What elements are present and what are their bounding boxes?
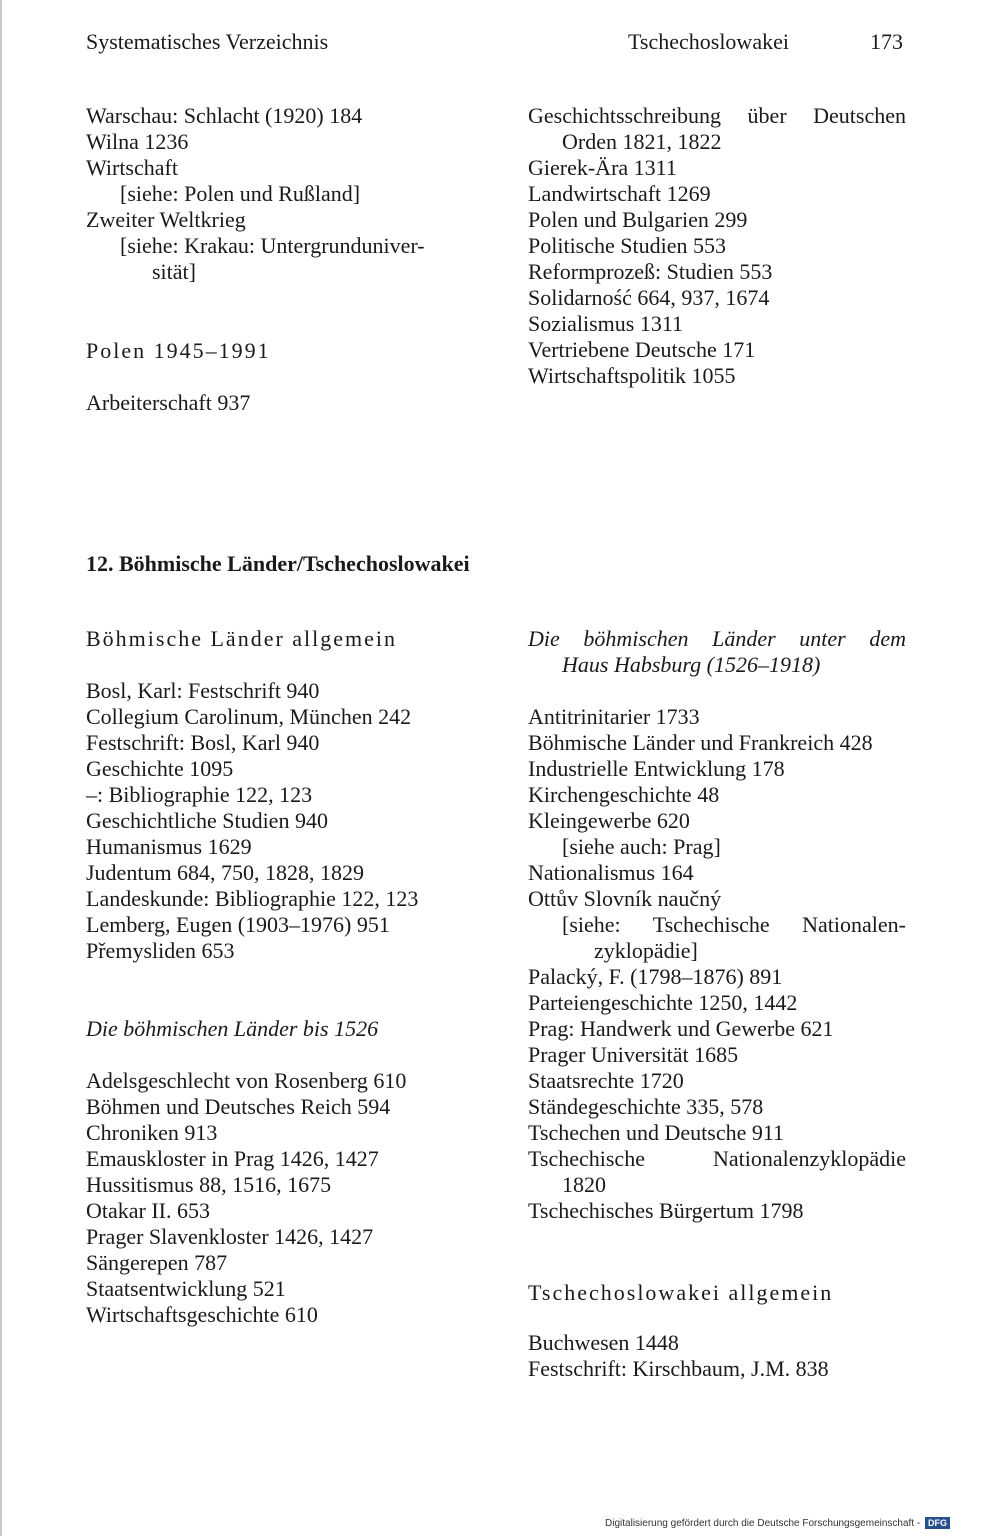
index-entry: Vertriebene Deutsche 171 [528,337,756,362]
index-entry: Collegium Carolinum, München 242 [86,704,412,729]
index-entry: Landwirtschaft 1269 [528,181,711,206]
subheading-habsburg [528,626,906,678]
index-entry: Warschau: Schlacht (1920) 184 [86,103,363,128]
index-entry: 1820 [562,1172,606,1197]
index-entry: Zweiter Weltkrieg [86,207,246,232]
index-entry: Industrielle Entwicklung 178 [528,756,785,781]
boehmische-laender-entries [86,678,418,964]
index-entry-crossref: sität] [152,259,196,284]
index-entry: Tschechen und Deutsche 911 [528,1120,785,1145]
index-entry: Böhmische Länder und Frankreich 428 [528,730,873,755]
running-head-left: Systematisches Verzeichnis [86,29,329,54]
index-entry: Staatsrechte 1720 [528,1068,684,1093]
page-edge [0,0,2,1536]
index-entry: Ottův Slovník naučný [528,886,722,911]
index-entry: Hussitismus 88, 1516, 1675 [86,1172,332,1197]
subheading-line: Die böhmischen Länder unter dem [528,626,906,651]
index-entry: Humanismus 1629 [86,834,252,859]
index-entry: Wirtschaftspolitik 1055 [528,363,736,388]
index-entry: Böhmen und Deutsches Reich 594 [86,1094,391,1119]
index-entry-crossref: [siehe auch: Prag] [562,834,721,859]
index-entry: Gierek-Ära 1311 [528,155,677,180]
index-entry: Festschrift: Kirschbaum, J.M. 838 [528,1356,829,1381]
index-entry: Sozialismus 1311 [528,311,684,336]
index-entry: Chroniken 913 [86,1120,218,1145]
index-entry: Wirtschaftsgeschichte 610 [86,1302,318,1327]
index-entry: Antitrinitarier 1733 [528,704,700,729]
index-entry: Kirchengeschichte 48 [528,782,720,807]
index-entry: Ständegeschichte 335, 578 [528,1094,764,1119]
index-entry: Buchwesen 1448 [528,1330,679,1355]
index-entry-crossref: [siehe: Krakau: Untergrunduniver- [120,233,425,258]
subheading-boehmische-laender-allgemein: Böhmische Länder allgemein [86,626,398,651]
index-entry-crossref: [siehe: Polen und Rußland] [120,181,361,206]
index-entry: Tschechisches Bürgertum 1798 [528,1198,804,1223]
index-entry: Solidarność 664, 937, 1674 [528,285,770,310]
index-entry: Prager Universität 1685 [528,1042,739,1067]
footer-text: Digitalisierung gefördert durch die Deutsche Forschungsgemeinschaft - [605,1518,921,1529]
index-entry: Geschichtsschreibung über Deutschen [528,103,906,128]
index-entry: Festschrift: Bosl, Karl 940 [86,730,320,755]
polen-entries-continued [86,103,425,285]
index-entry: Emauskloster in Prag 1426, 1427 [86,1146,379,1171]
index-entry: Landeskunde: Bibliographie 122, 123 [86,886,419,911]
index-entry: Nationalismus 164 [528,860,694,885]
index-entry: Geschichtliche Studien 940 [86,808,328,833]
digitization-footer [605,1517,950,1530]
index-entry: Prag: Handwerk und Gewerbe 621 [528,1016,834,1041]
polen-1945-entries [86,390,250,416]
tschechoslowakei-entries [528,1330,829,1382]
index-entry: Bosl, Karl: Festschrift 940 [86,678,320,703]
index-entry: Kleingewerbe 620 [528,808,690,833]
index-entry: Politische Studien 553 [528,233,726,258]
habsburg-entries [528,704,906,1224]
index-entry: Wirtschaft [86,155,178,180]
index-entry: Judentum 684, 750, 1828, 1829 [86,860,365,885]
section-title: 12. Böhmische Länder/Tschechoslowakei [86,551,470,576]
dfg-logo: DFG [925,1517,950,1529]
index-entry: Geschichte 1095 [86,756,234,781]
index-entry: Adelsgeschlecht von Rosenberg 610 [86,1068,407,1093]
index-entry: Parteiengeschichte 1250, 1442 [528,990,798,1015]
running-head-right: Tschechoslowakei [628,29,789,54]
subheading-line: Haus Habsburg (1526–1918) [562,652,821,677]
index-entry: Polen und Bulgarien 299 [528,207,748,232]
bis-1526-entries [86,1068,406,1328]
index-entry: Reformprozeß: Studien 553 [528,259,773,284]
index-entry-crossref: [siehe: Tschechische Nationalen- [562,912,906,937]
index-entry-crossref: zyklopädie] [594,938,698,963]
index-entry: Prager Slavenkloster 1426, 1427 [86,1224,374,1249]
index-entry: Přemysliden 653 [86,938,235,963]
index-entry: Wilna 1236 [86,129,189,154]
subheading-polen-1945-1991: Polen 1945–1991 [86,338,271,363]
index-entry: Staatsentwicklung 521 [86,1276,286,1301]
index-entry: Lemberg, Eugen (1903–1976) 951 [86,912,390,937]
index-entry: Sängerepen 787 [86,1250,228,1275]
index-entry: Otakar II. 653 [86,1198,211,1223]
polen-1945-entries-continued [528,103,906,389]
index-entry: Tschechische Nationalenzyklopädie [528,1146,906,1171]
page-number: 173 [870,29,903,54]
index-entry: Palacký, F. (1798–1876) 891 [528,964,783,989]
index-entry: –: Bibliographie 122, 123 [86,782,313,807]
index-entry: Arbeiterschaft 937 [86,390,251,415]
subheading-tschechoslowakei-allgemein: Tschechoslowakei allgemein [528,1280,834,1305]
index-entry: Orden 1821, 1822 [562,129,722,154]
subheading-bis-1526: Die böhmischen Länder bis 1526 [86,1016,379,1041]
